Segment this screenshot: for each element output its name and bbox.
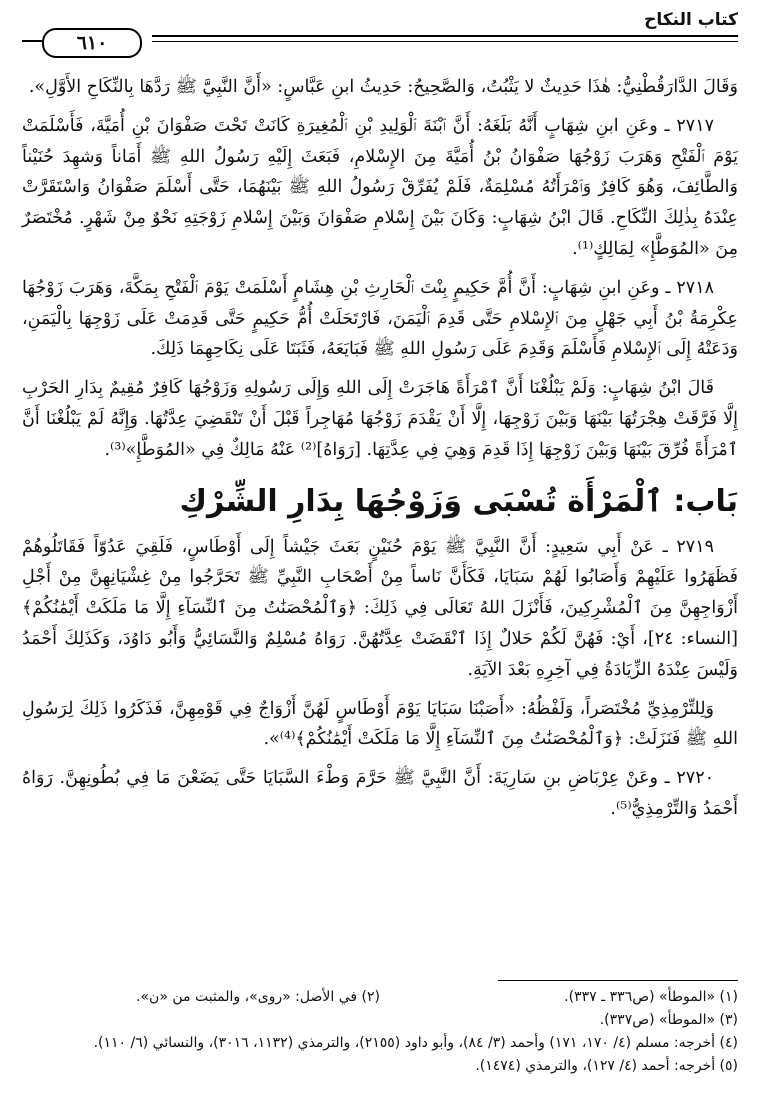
footnote-3: (٣) «الموطأ» (ص٣٣٧). — [599, 1012, 738, 1028]
header-rule-tail — [22, 40, 42, 42]
paragraph-tirmidhi: وَلِلتِّرْمِذِيِّ مُخْتَصَراً، وَلَفْظُهُ: «أَصَبْنَا سَبَايَا يَوْمَ أَوْطَاسٍ لَهُنَّ أَزْوَاجٌ فِي قَوْمِهِنَّ، فَذَكَرُوا ذَلِكَ لِرَسُولِ اللهِ ﷺ فَنَزَلَتْ: ﴿وَٱلْمُحْصَنَٰتُ مِنَ ٱلنِّسَآءِ إِلَّا مَا مَلَكَتْ أَيْمَٰنُكُمْ﴾⁽⁴⁾». — [22, 698, 738, 750]
paragraph-ibn-shihab: قَالَ ابْنُ شِهَابٍ: وَلَمْ يَبْلُغْنَا أَنَّ ٱمْرَأَةً هَاجَرَتْ إِلَى اللهِ وَإِلَى رَسُولِهِ وَزَوْجُهَا كَافِرٌ مُقِيمٌ بِدَارِ الحَرْبِ إِلَّا فَرَّقَتْ هِجْرَتُهَا بَيْنَهَا وَبَيْنَ زَوْجِهَا، إِلَّا أَنْ يَقْدَمَ زَوْجُهَا مُهَاجِراً قَبْلَ أَنْ تَنْقَضِيَ عِدَّتُهَا. وَإِنَّهُ لَمْ يَبْلُغْنَا أَنَّ ٱمْرَأَةً فُرِّقَ بَيْنَهَا وَبَيْنَ زَوْجِهَا إِذَا قَدِمَ وَهِيَ فِي عِدَّتِهَا. [رَوَاهُ]⁽²⁾ عَنْهُ مَالِكٌ فِي «المُوَطَّإِ»⁽³⁾. — [22, 378, 738, 460]
footnotes — [22, 986, 738, 1078]
page-number: ٦١٠ — [42, 28, 142, 58]
hadith-2720: ٢٧٢٠ ـ وعَنْ عِرْبَاضِ بنِ سَارِيَةَ: أَنَّ النَّبِيَّ ﷺ حَرَّمَ وَطْءَ السَّبَايَا حَتَّى يَضَعْنَ مَا فِي بُطُونِهِنَّ. رَوَاهُ أَحْمَدُ وَالتِّرْمِذِيُّ⁽⁵⁾. — [22, 768, 738, 819]
paragraph-daraqutni: وَقَالَ الدَّارَقُطْنِيُّ: هٰذَا حَدِيثٌ لا يَثْبُتُ، وَالصَّحِيحُ: حَدِيثُ ابنِ عَبَّاسٍ: «أَنَّ النَّبِيَّ ﷺ رَدَّهَا بِالنِّكَاحِ الأَوَّلِ». — [28, 77, 738, 97]
main-text — [22, 72, 738, 825]
hadith-2718: ٢٧١٨ ـ وعَنِ ابنِ شِهَابٍ: أَنَّ أُمَّ حَكِيمٍ بِنْتَ ٱلْحَارِثِ بْنِ هِشَامٍ أَسْلَمَتْ يَوْمَ ٱلْفَتْحِ بِمَكَّةَ، وَهَرَبَ زَوْجُهَا عِكْرِمَةُ بْنُ أَبِي جَهْلٍ مِنَ ٱلإِسْلامِ حَتَّى قَدِمَ ٱلْيَمَنَ، فَارْتَحَلَتْ أُمُّ حَكِيمٍ حَتَّى قَدِمَتْ عَلَى زَوْجِهَا بِالْيَمَنِ، وَدَعَتْهُ إِلَى ٱلإِسْلامِ فَأَسْلَمَ وَقَدِمَ عَلَى رَسُولِ اللهِ ﷺ فَبَايَعَهُ، فَثَبَتَا عَلَى نِكَاحِهِمَا ذَلِكَ. — [22, 277, 738, 360]
hadith-2719: ٢٧١٩ ـ عَنْ أَبِي سَعِيدٍ: أَنَّ النَّبِيَّ ﷺ يَوْمَ حُنَيْنٍ بَعَثَ جَيْشاً إِلَى أَوْطَاسٍ، فَلَقِيَ عَدُوّاً فَقَاتَلُوهُمْ فَظَهَرُوا عَلَيْهِمْ وَأَصَابُوا لَهُمْ سَبَايَا، فَكَأَنَّ نَاساً مِنْ أَصْحَابِ النَّبِيِّ ﷺ تَحَرَّجُوا مِنْ غِشْيَانِهِنَّ مِنْ أَجْلِ أَزْوَاجِهِنَّ مِنَ ٱلْمُشْرِكِينَ، فَأَنْزَلَ اللهُ تَعَالَى فِي ذَلِكَ: ﴿وَٱلْمُحْصَنَٰتُ مِنَ ٱلنِّسَآءِ إِلَّا مَا مَلَكَتْ أَيْمَٰنُكُمْ﴾ [النساء: ٢٤]، أَيْ: فَهُنَّ لَكُمْ حَلالٌ إِذَا ٱنْقَضَتْ عِدَّتُهُنَّ. رَوَاهُ مُسْلِمٌ وَالنَّسَائِيُّ وَأَبُو دَاوُدَ، وَكَذَلِكَ أَحْمَدُ وَلَيْسَ عِنْدَهُ الزِّيَادَةُ فِي آخِرِهِ بَعْدَ الآيَةِ. — [22, 536, 738, 680]
footnote-5: (٥) أخرجه: أحمد (٤/ ١٢٧)، والترمذي (١٤٧٤). — [475, 1058, 738, 1074]
footnote-rule — [498, 980, 738, 981]
footnote-1: (١) «الموطأ» (ص٣٣٦ ـ ٣٣٧). — [564, 989, 738, 1005]
book-title: كتاب النكاح — [644, 10, 738, 30]
footnote-2: (٢) في الأصل: «روى»، والمثبت من «ن». — [136, 989, 380, 1005]
header-rule-thin — [152, 41, 738, 42]
header-rule — [152, 35, 738, 37]
hadith-2717: ٢٧١٧ ـ وعَنِ ابنِ شِهَابٍ أَنَّهُ بَلَغَهُ: أَنَّ ٱبْنَةَ ٱلْوَلِيدِ بْنِ ٱلْمُغِيرَةِ كَانَتْ تَحْتَ صَفْوَانَ بْنِ أُمَيَّةَ، فَأَسْلَمَتْ يَوْمَ ٱلْفَتْحِ وَهَرَبَ زَوْجُهَا صَفْوَانُ بْنُ أُمَيَّةَ مِنَ الإِسْلامِ، فَبَعَثَ إِلَيْهِ رَسُولُ اللهِ ﷺ أَمَاناً وَشهِدَ حُنَيْناً وَالطَّائِفَ، وَهُوَ كَافِرٌ وَٱمْرَأَتُهُ مُسْلِمَةٌ، فَلَمْ يُفَرِّقْ رَسُولُ اللهِ ﷺ بَيْنَهُمَا، حَتَّى أَسْلَمَ صَفْوَانُ وَاسْتَقَرَّتْ عِنْدَهُ بِذٰلِكَ النِّكَاحِ. قَالَ ابْنُ شِهَابٍ: وَكَانَ بَيْنَ إِسْلامِ صَفْوَانَ وَبَيْنَ إِسْلامِ زَوْجَتِهِ نَحْوٌ مِنْ شَهْرٍ. مُخْتَصَرٌ مِنَ «المُوَطَّإِ» لِمَالِكٍ⁽¹⁾. — [22, 115, 738, 259]
chapter-title: بَاب: ٱلْمَرْأَة تُسْبَى وَزَوْجُهَا بِدَارِ الشِّرْكِ — [179, 483, 738, 519]
footnote-row — [22, 986, 738, 1009]
footnote-4: (٤) أخرجه: مسلم (٤/ ١٧٠، ١٧١) وأحمد (٣/ ٨٤)، وأبو داود (٢١٥٥)، والترمذي (١١٣٢، ٣٠١٦)، والنسائي (٦/ ١١٠). — [93, 1035, 738, 1051]
page-header — [22, 10, 738, 58]
